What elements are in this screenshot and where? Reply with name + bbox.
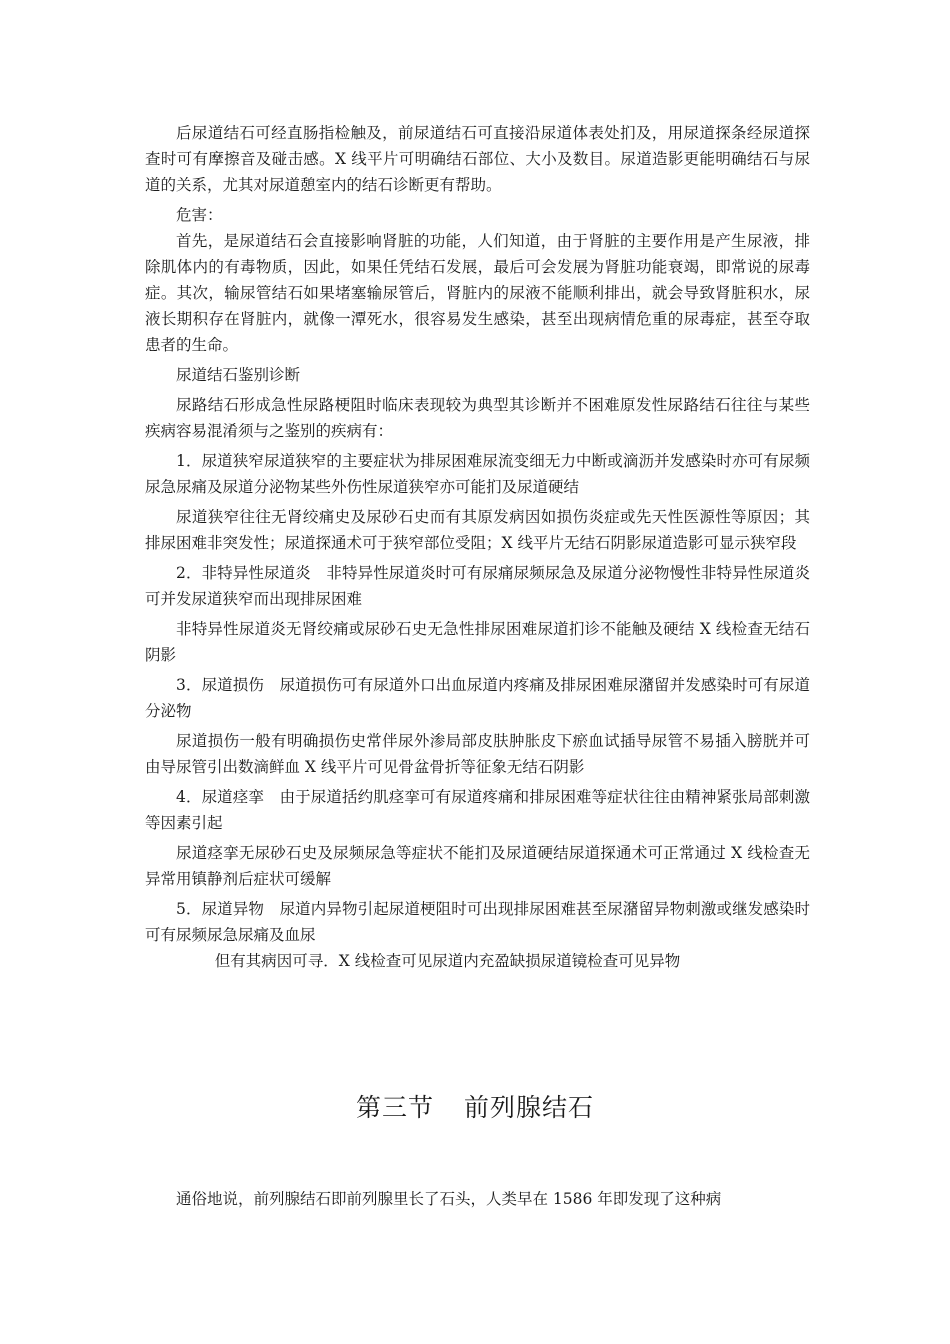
paragraph-item-2: 2．非特异性尿道炎 非特异性尿道炎时可有尿痛尿频尿急及尿道分泌物慢性非特异性尿道炎可并发尿道狭窄而出现排尿困难 [145, 564, 810, 608]
section-title [0, 1088, 950, 1124]
paragraph-item-1: 1．尿道狭窄尿道狭窄的主要症状为排尿困难尿流变细无力中断或滴沥并发感染时亦可有尿频尿急尿痛及尿道分泌物某些外伤性尿道狭窄亦可能扪及尿道硬结 [145, 452, 810, 496]
section-title-number: 第三节 [355, 1093, 434, 1122]
paragraph-item-5-detail: 但有其病因可寻．X 线检查可见尿道内充盈缺损尿道镜检查可见异物 [214, 952, 681, 970]
paragraph-item-3: 3．尿道损伤 尿道损伤可有尿道外口出血尿道内疼痛及排尿困难尿潴留并发感染时可有尿道分泌物 [145, 676, 810, 720]
paragraph-item-1-detail: 尿道狭窄往往无肾绞痛史及尿砂石史而有其原发病因如损伤炎症或先天性医源性等原因；其排尿困难非突发性；尿道探通术可于狭窄部位受阻；X 线平片无结石阴影尿道造影可显示狭窄段 [145, 508, 810, 552]
paragraph-item-3-detail: 尿道损伤一般有明确损伤史常伴尿外渗局部皮肤肿胀皮下瘀血试插导尿管不易插入膀胱并可由导尿管引出数滴鲜血 X 线平片可见骨盆骨折等征象无结石阴影 [145, 732, 810, 776]
paragraph-item-5: 5．尿道异物 尿道内异物引起尿道梗阻时可出现排尿困难甚至尿潴留异物刺激或继发感染时可有尿频尿急尿痛及血尿 [145, 900, 810, 944]
paragraph-item-4-detail: 尿道痉挛无尿砂石史及尿频尿急等症状不能扪及尿道硬结尿道探通术可正常通过 X 线检查无异常用镇静剂后症状可缓解 [145, 844, 810, 888]
body-text [145, 120, 810, 974]
paragraph-prostate-intro: 通俗地说，前列腺结石即前列腺里长了石头，人类早在 1586 年即发现了这种病 [176, 1190, 722, 1208]
paragraph-urethral-exam: 后尿道结石可经直肠指检触及，前尿道结石可直接沿尿道体表处扪及，用尿道探条经尿道探查时可有摩擦音及碰击感。X 线平片可明确结石部位、大小及数目。尿道造影更能明确结石与尿道的关系，尤其对尿道憩室内的结石诊断更有帮助。 [145, 124, 810, 194]
paragraph-diagnosis-intro: 尿路结石形成急性尿路梗阻时临床表现较为典型其诊断并不困难原发性尿路结石往往与某些疾病容易混淆须与之鉴别的疾病有： [145, 396, 810, 440]
section-title-text: 前列腺结石 [464, 1093, 595, 1122]
paragraph-diagnosis-heading: 尿道结石鉴别诊断 [176, 366, 301, 384]
paragraph-item-4: 4．尿道痉挛 由于尿道括约肌痉挛可有尿道疼痛和排尿困难等症状往往由精神紧张局部刺激等因素引起 [145, 788, 810, 832]
paragraph-harm-heading: 危害： [176, 206, 223, 224]
section-body [145, 1186, 810, 1212]
paragraph-harm: 首先，是尿道结石会直接影响肾脏的功能，人们知道，由于肾脏的主要作用是产生尿液，排除肌体内的有毒物质，因此，如果任凭结石发展，最后可会发展为肾脏功能衰竭，即常说的尿毒症。其次，输尿管结石如果堵塞输尿管后，肾脏内的尿液不能顺利排出，就会导致肾脏积水，尿液长期积存在肾脏内，就像一潭死水，很容易发生感染，甚至出现病情危重的尿毒症，甚至夺取患者的生命。 [145, 232, 810, 354]
paragraph-item-2-detail: 非特异性尿道炎无肾绞痛或尿砂石史无急性排尿困难尿道扪诊不能触及硬结 X 线检查无结石阴影 [145, 620, 810, 664]
